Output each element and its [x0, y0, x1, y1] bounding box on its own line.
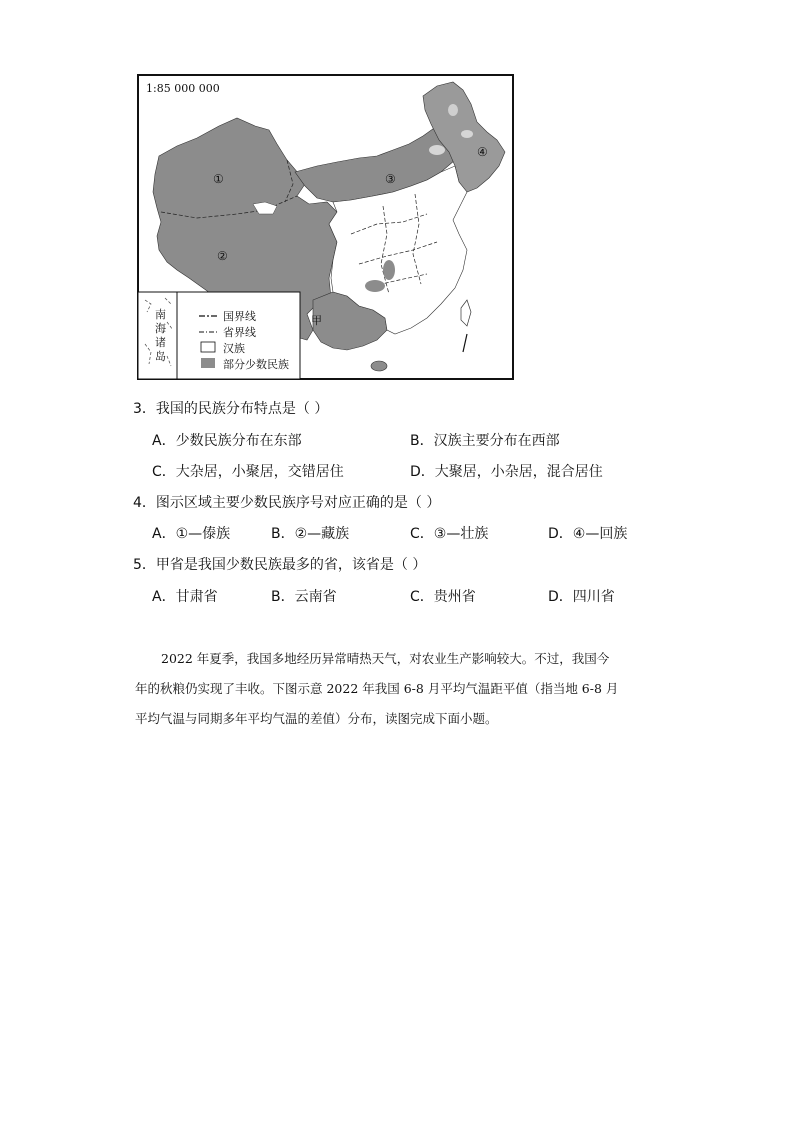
question-4-stem: 4．图示区域主要少数民族序号对应正确的是（ ） — [133, 495, 441, 511]
hainan-island — [371, 361, 387, 371]
inset-label-char: 诸 — [155, 336, 166, 349]
question-5-stem: 5．甲省是我国少数民族最多的省，该省是（ ） — [133, 557, 427, 573]
question-5-option-b[interactable]: B．云南省 — [271, 589, 337, 605]
minority-swatch-icon — [201, 358, 215, 368]
minority-patch — [448, 104, 458, 116]
question-3-option-d[interactable]: D．大聚居，小杂居，混合居住 — [410, 464, 603, 480]
map-scale-label: 1:85 000 000 — [146, 82, 220, 95]
question-3-option-b[interactable]: B．汉族主要分布在西部 — [410, 433, 560, 449]
passage — [135, 644, 667, 734]
inset-label-char: 海 — [155, 322, 166, 335]
minority-patch — [383, 260, 395, 280]
region-label-2: ② — [217, 249, 228, 263]
question-3-option-c[interactable]: C．大杂居，小聚居，交错居住 — [152, 464, 344, 480]
minority-patch — [365, 280, 385, 292]
question-5-option-a[interactable]: A．甘肃省 — [152, 589, 218, 605]
region-label-4: ④ — [477, 145, 488, 159]
svg-text:部分少数民族: 部分少数民族 — [223, 358, 289, 371]
svg-text:国界线: 国界线 — [223, 310, 256, 323]
question-5-option-d[interactable]: D．四川省 — [548, 589, 615, 605]
inset-label-char: 岛 — [155, 350, 166, 363]
question-4-option-c[interactable]: C．③—壮族 — [410, 526, 489, 542]
question-4-option-d[interactable]: D．④—回族 — [548, 526, 628, 542]
ethnic-distribution-map — [137, 74, 514, 380]
region-label-1: ① — [213, 172, 224, 186]
svg-text:汉族: 汉族 — [223, 342, 245, 355]
passage-line-2: 年的秋粮仍实现了丰收。下图示意 2022 年我国 6-8 月平均气温距平值（指当地 6-8 月 — [135, 681, 619, 696]
minority-patch — [461, 130, 473, 138]
passage-line-1: 2022 年夏季，我国多地经历异常晴热天气，对农业生产影响较大。不过，我国今 — [161, 651, 610, 666]
minority-patch — [429, 145, 445, 155]
passage-line-3: 平均气温与同期多年平均气温的差值）分布，读图完成下面小题。 — [135, 711, 498, 726]
question-4-option-a[interactable]: A．①—傣族 — [152, 526, 231, 542]
question-4-option-b[interactable]: B．②—藏族 — [271, 526, 350, 542]
inset-label-char: 南 — [155, 308, 166, 321]
region-label-3: ③ — [385, 172, 396, 186]
question-3-stem: 3．我国的民族分布特点是（ ） — [133, 401, 329, 417]
map-svg — [137, 74, 514, 380]
han-swatch-icon — [201, 342, 215, 352]
region-label-jia: 甲 — [311, 314, 322, 327]
question-5-option-c[interactable]: C．贵州省 — [410, 589, 476, 605]
question-3-option-a[interactable]: A．少数民族分布在东部 — [152, 433, 302, 449]
svg-text:省界线: 省界线 — [223, 326, 256, 339]
